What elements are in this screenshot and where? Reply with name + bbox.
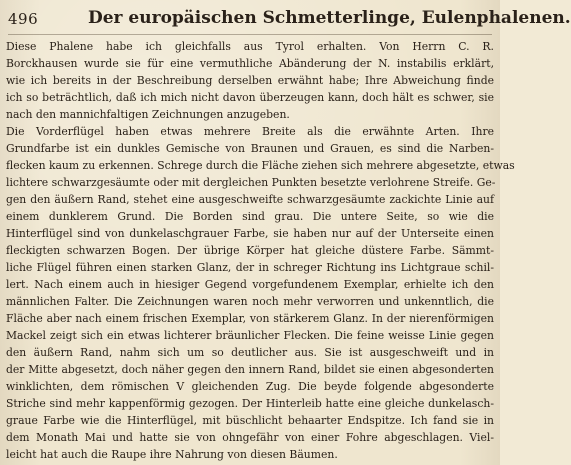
text-line: lichtere schwarzgesäumte oder mit dergleichen Punkten besetzte verlohrene Streife. Ge- xyxy=(6,176,496,189)
text-line: wie ich bereits in der Beschreibung derselben erwähnt habe; Ihre Abweichung finde xyxy=(6,74,494,87)
body-text xyxy=(6,38,515,463)
text-line: einem dunklerem Grund. Die Borden sind grau. Die untere Seite, so wie die xyxy=(6,210,494,223)
text-line: den äußern Rand, nahm sich um so deutlicher aus. Sie ist ausgeschweift und in xyxy=(6,346,494,359)
text-line: Hinterflügel sind von dunkelaschgrauer Farbe, sie haben nur auf der Unterseite einen xyxy=(6,227,494,240)
text-line: Fläche aber nach einem frischen Exemplar, von stärkerem Glanz. In der nierenförmigen xyxy=(6,312,494,325)
text-line: der Mitte abgesetzt, doch näher gegen den innern Rand, bildet sie einen abgesonderten xyxy=(6,363,494,376)
text-line: leicht hat auch die Raupe ihre Nahrung von diesen Bäumen. xyxy=(6,448,338,461)
header-rule xyxy=(8,34,492,35)
text-line: Mackel zeigt sich ein etwas lichterer bräunlicher Flecken. Die feine weisse Linie gegen xyxy=(6,329,494,342)
page-number: 496 xyxy=(8,10,39,28)
text-line: liche Flügel führen einen starken Glanz, der in schreger Richtung ins Lichtgraue schil- xyxy=(6,261,494,274)
text-line: flecken kaum zu erkennen. Schrege durch die Fläche ziehen sich mehrere abgesetzte, etwas xyxy=(6,159,515,172)
text-line: dem Monath Mai und hatte sie von ohngefähr von einer Fohre abgeschlagen. Viel- xyxy=(6,431,494,444)
text-line: Grundfarbe ist ein dunkles Gemische von Braunen und Grauen, es sind die Narben- xyxy=(6,142,494,155)
text-line: Die Vorderflügel haben etwas mehrere Breite als die erwähnte Arten. Ihre xyxy=(6,125,494,138)
text-line: lert. Nach einem auch in hiesiger Gegend vorgefundenem Exemplar, erhielte ich den xyxy=(6,278,494,291)
text-line: Striche sind mehr kappenförmig gezogen. Der Hinterleib hatte eine gleiche dunkelasch- xyxy=(6,397,494,410)
text-line: fleckigten schwarzen Bogen. Der übrige Körper hat gleiche düstere Farbe. Sämmt- xyxy=(6,244,494,257)
page-header xyxy=(8,8,571,32)
text-line: Borckhausen wurde sie für eine vermuthliche Abänderung der N. instabilis erklärt, xyxy=(6,57,494,70)
text-line: gen den äußern Rand, stehet eine ausgeschweifte schwarzgesäumte zackichte Linie auf xyxy=(6,193,494,206)
text-line: ich so beträchtlich, daß ich mich nicht davon überzeugen kann, doch hält es schwer, sie xyxy=(6,91,494,104)
text-line: winklichten, dem römischen V gleichenden Zug. Die beyde folgende abgesonderte xyxy=(6,380,494,393)
text-line: Diese Phalene habe ich gleichfalls aus Tyrol erhalten. Von Herrn C. R. xyxy=(6,40,494,53)
running-title: Der europäischen Schmetterlinge, Eulenphalenen. xyxy=(88,8,571,28)
text-line: nach den mannichfaltigen Zeichnungen anzugeben. xyxy=(6,108,290,121)
text-line: graue Farbe wie die Hinterflügel, mit büschlicht behaarter Endspitze. Ich fand sie in xyxy=(6,414,494,427)
text-line: männlichen Falter. Die Zeichnungen waren noch mehr verworren und unkenntlich, die xyxy=(6,295,494,308)
